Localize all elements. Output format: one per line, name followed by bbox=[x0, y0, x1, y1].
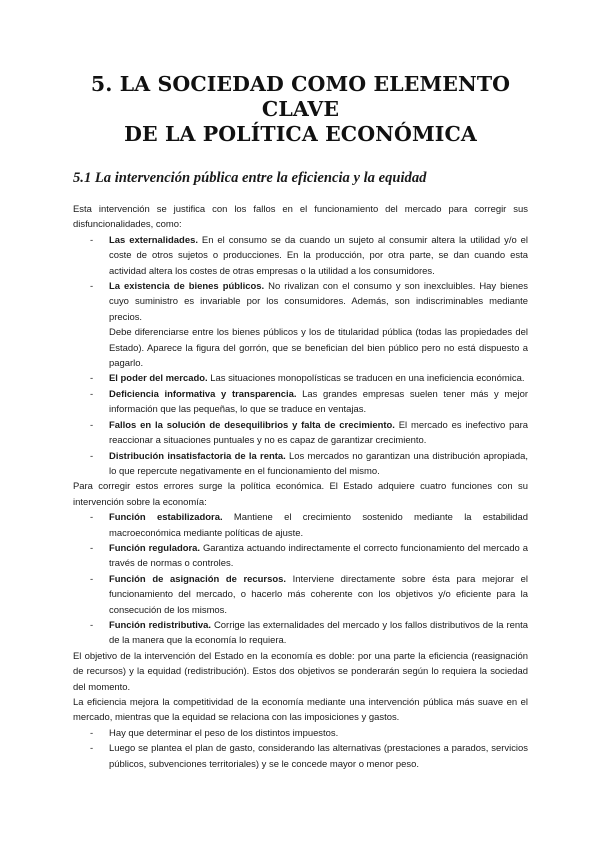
list-item: - Las externalidades. En el consumo se da cuando un sujeto al consumir altera la utilidad y/o el coste de otros sujetos o producciones. En la producción, por otra parte, se dan cuando esta actividad altera los costes de otras empresas o la utilidad a los consumidores. bbox=[109, 233, 528, 279]
chapter-title-line-2: DE LA POLÍTICA ECONÓMICA bbox=[124, 122, 477, 146]
body-text bbox=[73, 202, 528, 772]
list-item: - Distribución insatisfactoria de la renta. Los mercados no garantizan una distribución apropiada, lo que repercute negativamente en el funcionamiento del mismo. bbox=[109, 449, 528, 480]
chapter-title bbox=[73, 0, 528, 147]
market-failures-list bbox=[73, 233, 528, 480]
public-goods-note: Debe diferenciarse entre los bienes públicos y los de titularidad pública (todas las propiedades del Estado). Aparece la figura del gorrón, que se benefician del bien público pero no está dispuesto a pagarlo. bbox=[109, 327, 528, 370]
list-item: - El poder del mercado. Las situaciones monopolísticas se traducen en una ineficiencia económica. bbox=[109, 371, 528, 386]
efficiency-paragraph: La eficiencia mejora la competitividad de la economía mediante una intervención pública más suave en el mercado, mientras que la equidad se relaciona con las imposiciones y gastos. bbox=[73, 697, 528, 724]
list-item: - Deficiencia informativa y transparencia. Las grandes empresas suelen tener más y mejor información que las pequeñas, lo que se traduce en ventajas. bbox=[109, 387, 528, 418]
intro-paragraph: Esta intervención se justifica con los fallos en el funcionamiento del mercado para corregir sus disfuncionalidades, como: bbox=[73, 204, 528, 231]
state-functions-list bbox=[73, 510, 528, 649]
list-item: - Función reguladora. Garantiza actuando indirectamente el correcto funcionamiento del mercado a través de normas o controles. bbox=[109, 541, 528, 572]
list-item: - Función redistributiva. Corrige las externalidades del mercado y los fallos distributivos de la renta de la manera que la economía lo requiera. bbox=[109, 618, 528, 649]
list-item: - Fallos en la solución de desequilibrios y falta de crecimiento. El mercado es inefectivo para reaccionar a situaciones puntuales y no es capaz de garantizar crecimiento. bbox=[109, 418, 528, 449]
list-item: - Función de asignación de recursos. Interviene directamente sobre ésta para mejorar el funcionamiento del mercado, o hacerlo más coherente con los objetivos y/o eficiente para la consecución de los mismos. bbox=[109, 572, 528, 618]
list-item: - La existencia de bienes públicos. No rivalizan con el consumo y son inexcluibles. Hay bienes cuyo suministro es invariable por los consumidores. Además, son indiscriminables mediante precios. Debe diferenciarse entre los bienes públicos y los de titularidad pública (todas las propiedades del Estado). Aparece la figura del gorrón, que se benefician del bien público pero no está dispuesto a pagarlo. bbox=[109, 279, 528, 371]
chapter-title-line-1: 5. LA SOCIEDAD COMO ELEMENTO CLAVE bbox=[90, 72, 511, 121]
section-title: 5.1 La intervención pública entre la eficiencia y la equidad bbox=[73, 170, 427, 186]
policy-paragraph: Para corregir estos errores surge la política económica. El Estado adquiere cuatro funciones con su intervención sobre la economía: bbox=[73, 481, 528, 508]
objective-paragraph: El objetivo de la intervención del Estado en la economía es doble: por una parte la eficiencia (reasignación de recursos) y la equidad (redistribución). Estos dos objetivos se ponderarán según lo requiera la sociedad del momento. bbox=[73, 650, 528, 693]
list-item: - Luego se plantea el plan de gasto, considerando las alternativas (prestaciones a parados, servicios públicos, subvenciones territoriales) y se le concede mayor o menor peso. bbox=[109, 741, 528, 772]
steps-list bbox=[73, 726, 528, 772]
list-item: - Hay que determinar el peso de los distintos impuestos. bbox=[109, 726, 528, 741]
list-item: - Función estabilizadora. Mantiene el crecimiento sostenido mediante la estabilidad macroeconómica mediante políticas de ajuste. bbox=[109, 510, 528, 541]
